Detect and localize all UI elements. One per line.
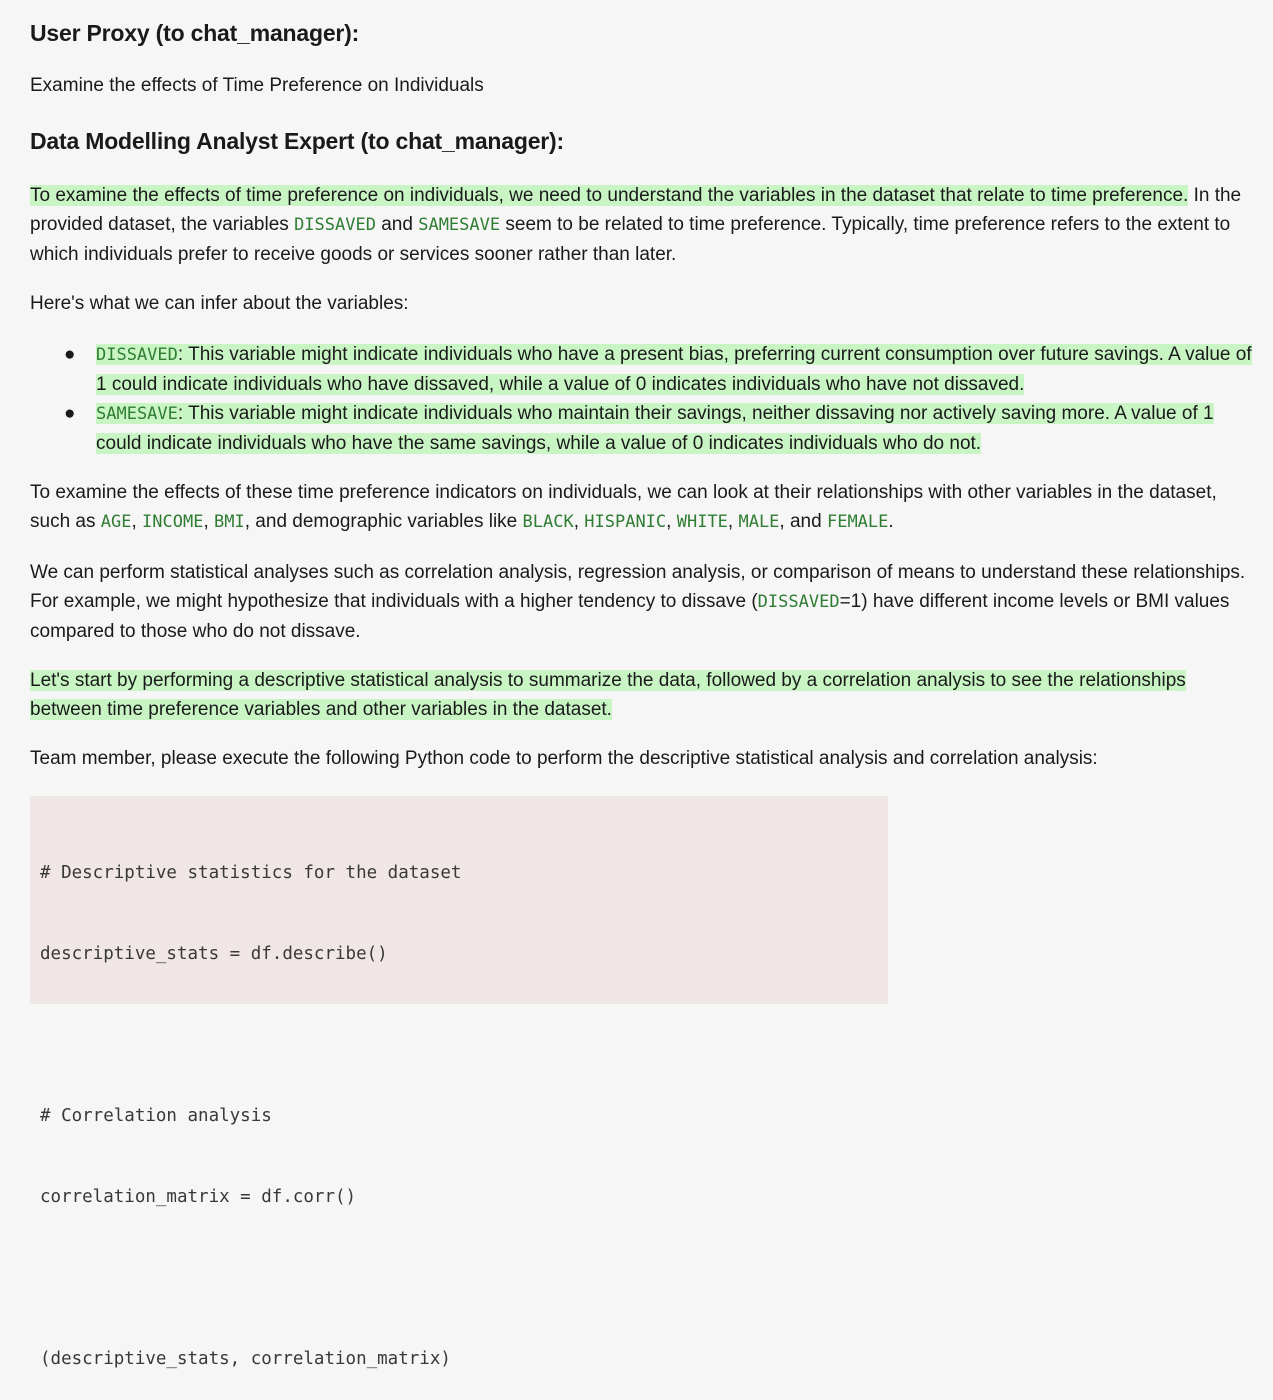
text-span: =1) have different income levels or BMI values compared to those who do not dissave. — [30, 591, 1230, 642]
text-span: , — [131, 511, 143, 532]
highlighted-sentence: To examine the effects of time preference on individuals, we need to understand the variables in the dataset that relate to time preference. — [30, 185, 1189, 206]
text-span: , — [573, 511, 585, 532]
text-span: , and demographic variables like — [244, 511, 523, 532]
text-span: To examine the effects of these time preference indicators on individuals, we can look at their relationships with other variables in the dataset, such as — [30, 482, 1217, 532]
var-dissaved: DISSAVED — [96, 345, 178, 365]
list-item — [30, 399, 1255, 458]
var-age: AGE — [100, 512, 132, 532]
analyst-expert-heading: Data Modelling Analyst Expert (to chat_manager): — [30, 128, 564, 154]
analysis-paragraph — [30, 558, 1255, 646]
text-span: , — [203, 511, 215, 532]
list-item-text — [96, 344, 1252, 395]
variable-list — [30, 340, 1255, 458]
plan-paragraph — [30, 666, 1255, 724]
text-span: : This variable might indicate individuals who maintain their savings, neither dissaving nor actively saving more. A value of 1 could indicate individuals who have the same savings, while a value of 0 indicates individuals who do not. — [96, 403, 1214, 454]
relationships-paragraph — [30, 478, 1255, 537]
var-bmi: BMI — [214, 512, 245, 532]
text-span: and — [375, 214, 419, 235]
var-white: WHITE — [676, 512, 728, 532]
var-hispanic: HISPANIC — [584, 512, 667, 532]
var-black: BLACK — [522, 512, 574, 532]
code-line: (descriptive_stats, correlation_matrix) — [40, 1349, 451, 1369]
list-item-text — [96, 403, 1214, 454]
highlighted-sentence: Let's start by performing a descriptive statistical analysis to summarize the data, followed by a correlation analysis to see the relationships between time preference variables and other variables in the dataset. — [30, 670, 1186, 720]
code-line: descriptive_stats = df.describe() — [40, 944, 388, 964]
text-span: , — [666, 511, 677, 532]
var-samesave: SAMESAVE — [96, 404, 178, 424]
var-female: FEMALE — [826, 512, 889, 532]
instruction-paragraph: Team member, please execute the following Python code to perform the descriptive statistical analysis and correlation analysis: — [30, 748, 1098, 769]
var-male: MALE — [738, 512, 780, 532]
code-line: correlation_matrix = df.corr() — [40, 1187, 357, 1207]
text-span: , and — [779, 511, 827, 532]
bullet-icon: ● — [64, 403, 76, 424]
python-code-block[interactable] — [30, 796, 888, 1369]
code-line — [40, 1022, 878, 1049]
code-line: # Descriptive statistics for the dataset — [40, 863, 462, 883]
list-item — [30, 340, 1255, 399]
code-line: # Correlation analysis — [40, 1106, 272, 1126]
text-span: In the provided dataset, the variables — [30, 185, 1242, 235]
text-span: : This variable might indicate individuals who have a present bias, preferring current consumption over future savings. A value of 1 could indicate individuals who have dissaved, while a value of 0 indicates individuals who have not dissaved. — [96, 344, 1252, 395]
text-span: . — [888, 511, 894, 532]
var-dissaved: DISSAVED — [757, 592, 840, 612]
var-dissaved: DISSAVED — [294, 215, 376, 235]
text-span: seem to be related to time preference. Typically, time preference refers to the extent to which individuals prefer to receive goods or services sooner rather than later. — [30, 214, 1231, 265]
bullet-icon: ● — [64, 344, 76, 365]
code-line — [40, 1265, 878, 1292]
text-span: We can perform statistical analyses such as correlation analysis, regression analysis, or comparison of means to understand these relationships. For example, we might hypothesize that individuals with a higher tendency to dissave ( — [30, 562, 1246, 612]
infer-paragraph: Here's what we can infer about the variables: — [30, 293, 409, 314]
text-span: , — [727, 511, 739, 532]
intro-paragraph — [30, 181, 1255, 269]
var-income: INCOME — [142, 512, 204, 532]
var-samesave: SAMESAVE — [418, 215, 501, 235]
user-proxy-heading: User Proxy (to chat_manager): — [30, 20, 360, 46]
user-proxy-message: Examine the effects of Time Preference on Individuals — [30, 75, 484, 96]
